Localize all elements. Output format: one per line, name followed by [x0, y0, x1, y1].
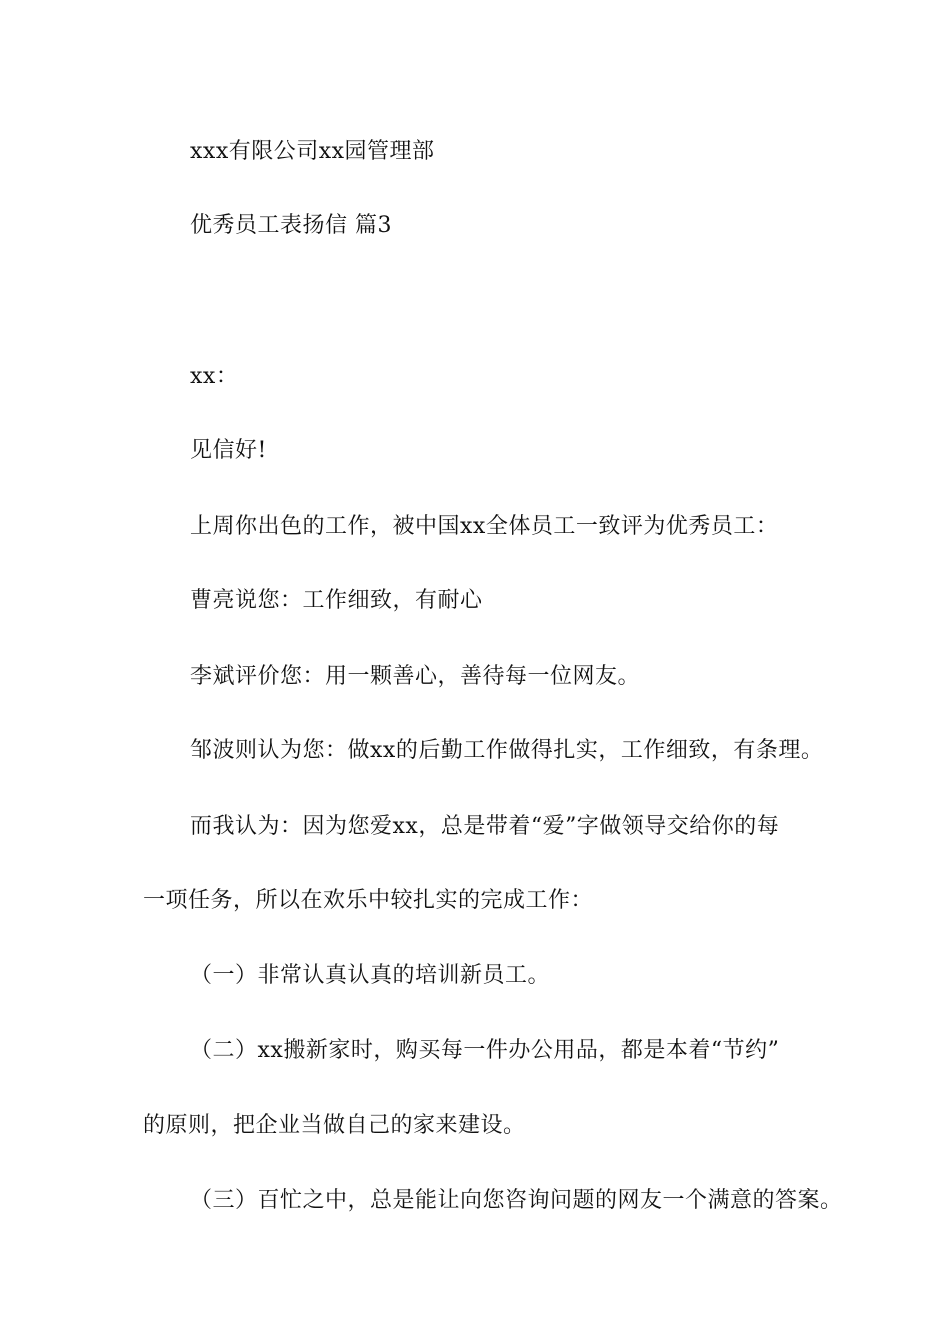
salutation: xx：	[190, 364, 239, 389]
greeting: 见信好!	[190, 438, 267, 463]
letter-title: 优秀员工表扬信 篇3	[190, 213, 392, 238]
list-item-3: （三）百忙之中，总是能让向您咨询问题的网友一个满意的答案。	[190, 1188, 843, 1213]
paragraph-li-bin: 李斌评价您：用一颗善心，善待每一位网友。	[190, 664, 641, 689]
paragraph-my-view-line-2: 一项任务，所以在欢乐中较扎实的完成工作：	[143, 888, 594, 913]
paragraph-intro: 上周你出色的工作，被中国xx全体员工一致评为优秀员工：	[190, 514, 779, 539]
list-item-2-line-1: （二）xx搬新家时，购买每一件办公用品，都是本着“节约”	[190, 1038, 780, 1063]
paragraph-zou-bo: 邹波则认为您：做xx的后勤工作做得扎实，工作细致，有条理。	[190, 738, 824, 763]
paragraph-cao-liang: 曹亮说您：工作细致，有耐心	[190, 588, 483, 613]
company-department-line: xxx有限公司xx园管理部	[190, 139, 435, 164]
list-item-1: （一）非常认真认真的培训新员工。	[190, 963, 551, 988]
paragraph-my-view-line-1: 而我认为：因为您爱xx，总是带着“爱”字做领导交给你的每	[190, 814, 780, 839]
list-item-2-line-2: 的原则，把企业当做自己的家来建设。	[143, 1113, 526, 1138]
